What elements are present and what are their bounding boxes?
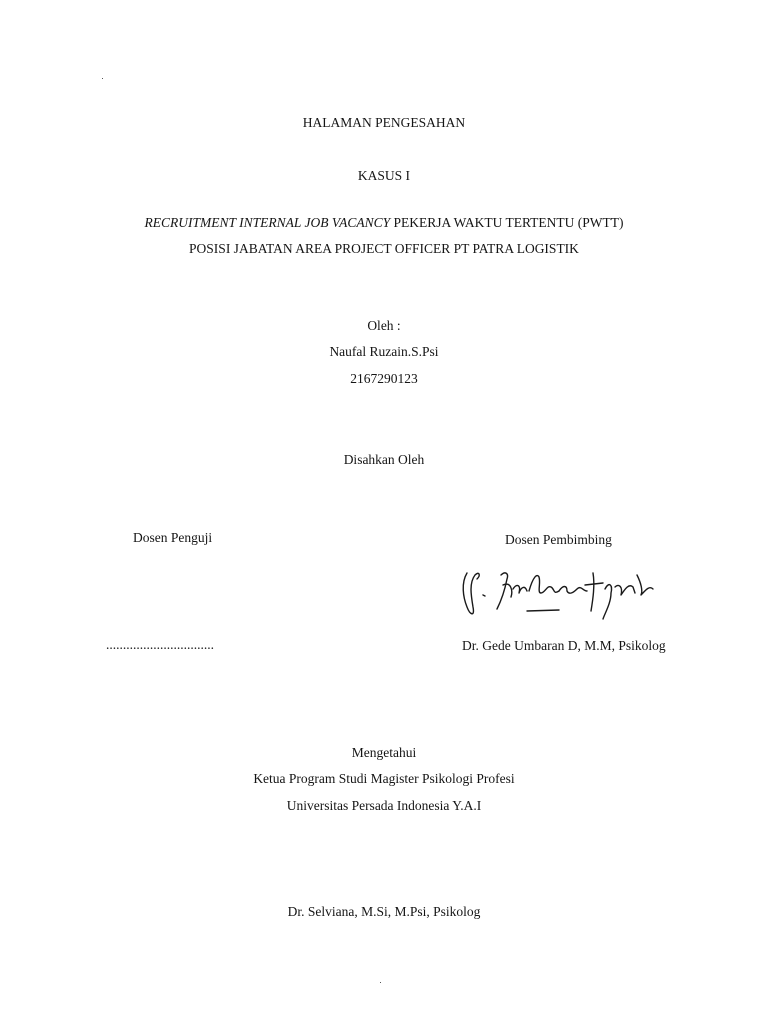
scan-speck <box>380 982 381 983</box>
supervisor-name: Dr. Gede Umbaran D, M.M, Psikolog <box>462 638 666 653</box>
acknowledged-institution: Universitas Persada Indonesia Y.A.I <box>286 798 482 813</box>
acknowledged-position: Ketua Program Studi Magister Psikologi Profesi <box>253 771 515 786</box>
examiner-role: Dosen Penguji <box>133 530 213 545</box>
acknowledged-name: Dr. Selviana, M.Si, M.Psi, Psikolog <box>287 904 481 919</box>
acknowledged-label: Mengetahui <box>351 745 417 760</box>
scan-speck <box>102 78 103 79</box>
case-label: KASUS I <box>357 168 411 183</box>
supervisor-signature <box>455 563 665 623</box>
document-title-line-1 <box>0 216 768 230</box>
document-title-rest: PEKERJA WAKTU TERTENTU (PWTT) <box>390 215 624 230</box>
document-title-line-2: POSISI JABATAN AREA PROJECT OFFICER PT PATRA LOGISTIK <box>189 241 579 256</box>
examiner-name-placeholder: ................................ <box>106 637 214 652</box>
author-id: 2167290123 <box>350 371 418 386</box>
document-title-italic: RECRUITMENT INTERNAL JOB VACANCY <box>144 215 391 230</box>
by-label: Oleh : <box>367 318 401 333</box>
approved-by-label: Disahkan Oleh <box>343 452 425 467</box>
author-name: Naufal Ruzain.S.Psi <box>329 344 439 359</box>
page-heading: HALAMAN PENGESAHAN <box>302 115 466 130</box>
supervisor-role: Dosen Pembimbing <box>505 532 612 547</box>
